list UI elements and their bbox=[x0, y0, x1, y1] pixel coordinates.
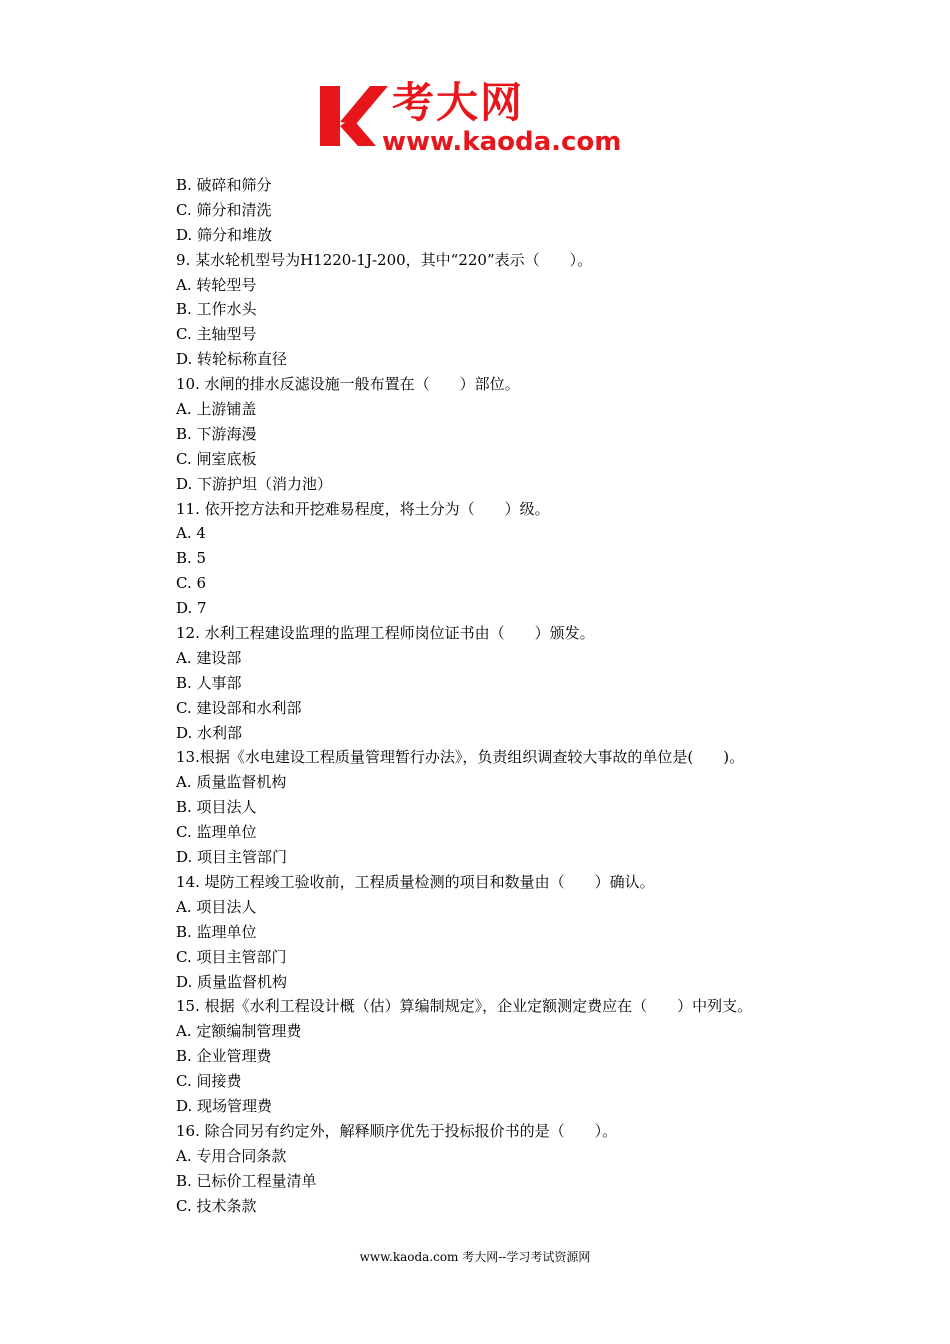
text-line: C. 技术条款 bbox=[176, 1196, 257, 1215]
question-16: 16. 除合同另有约定外，解释顺序优先于投标报价书的是（ ）。 bbox=[176, 1121, 618, 1140]
text-line: C. 闸室底板 bbox=[176, 449, 257, 468]
text-line: B. 下游海漫 bbox=[176, 424, 257, 443]
text-line: A. 项目法人 bbox=[176, 897, 257, 916]
question-15: 15. 根据《水利工程设计概（估）算编制规定》，企业定额测定费应在（ ）中列支。 bbox=[176, 997, 753, 1016]
text-line: A. 上游铺盖 bbox=[176, 400, 257, 419]
text-line: A. 专用合同条款 bbox=[176, 1146, 287, 1165]
text-line: A. 定额编制管理费 bbox=[176, 1022, 302, 1041]
text-line: B. 企业管理费 bbox=[176, 1047, 272, 1066]
k-logo-icon bbox=[318, 82, 390, 150]
text-line: B. 已标价工程量清单 bbox=[176, 1171, 317, 1190]
text-line: C. 建设部和水利部 bbox=[176, 698, 302, 717]
logo-url: www.kaoda.com bbox=[382, 127, 622, 157]
text-line: D. 下游护坦（消力池） bbox=[176, 474, 333, 493]
text-line: D. 转轮标称直径 bbox=[176, 350, 288, 369]
question-9: 9. 某水轮机型号为H1220-1J-200，其中“220”表示（ ）。 bbox=[176, 250, 593, 269]
logo-title: 考大网 bbox=[392, 78, 525, 127]
text-line: C. 主轴型号 bbox=[176, 325, 257, 344]
page-footer: www.kaoda.com 考大网--学习考试资源网 bbox=[359, 1250, 591, 1264]
text-line: B. 5 bbox=[176, 549, 207, 568]
text-line: D. 筛分和堆放 bbox=[176, 225, 273, 244]
text-line: B. 人事部 bbox=[176, 673, 242, 692]
text-line: A. 质量监督机构 bbox=[176, 773, 287, 792]
text-line: D. 现场管理费 bbox=[176, 1096, 273, 1115]
question-11: 11. 依开挖方法和开挖难易程度，将土分为（ ）级。 bbox=[176, 499, 550, 518]
question-content bbox=[176, 173, 836, 1218]
text-line: A. 建设部 bbox=[176, 648, 242, 667]
text-line: A. 转轮型号 bbox=[176, 275, 257, 294]
text-line: A. 4 bbox=[176, 524, 206, 543]
text-line: D. 质量监督机构 bbox=[176, 972, 288, 991]
kaoda-logo bbox=[318, 78, 648, 158]
text-line: D. 项目主管部门 bbox=[176, 848, 288, 867]
question-13: 13.根据《水电建设工程质量管理暂行办法》，负责组织调查较大事故的单位是( )。 bbox=[176, 748, 745, 767]
question-10: 10. 水闸的排水反滤设施一般布置在（ ）部位。 bbox=[176, 375, 520, 394]
text-line: B. 监理单位 bbox=[176, 922, 257, 941]
text-line: D. 7 bbox=[176, 599, 207, 618]
text-line: D. 水利部 bbox=[176, 723, 243, 742]
text-line: B. 破碎和筛分 bbox=[176, 176, 272, 194]
text-line: B. 项目法人 bbox=[176, 798, 257, 817]
text-line: C. 监理单位 bbox=[176, 823, 257, 842]
text-line: C. 项目主管部门 bbox=[176, 947, 287, 966]
question-14: 14. 堤防工程竣工验收前，工程质量检测的项目和数量由（ ）确认。 bbox=[176, 872, 655, 891]
text-line: C. 筛分和清洗 bbox=[176, 200, 272, 219]
text-line: B. 工作水头 bbox=[176, 300, 257, 319]
text-line: C. 6 bbox=[176, 574, 207, 593]
text-line: C. 间接费 bbox=[176, 1072, 242, 1091]
question-12: 12. 水利工程建设监理的监理工程师岗位证书由（ ）颁发。 bbox=[176, 624, 595, 643]
